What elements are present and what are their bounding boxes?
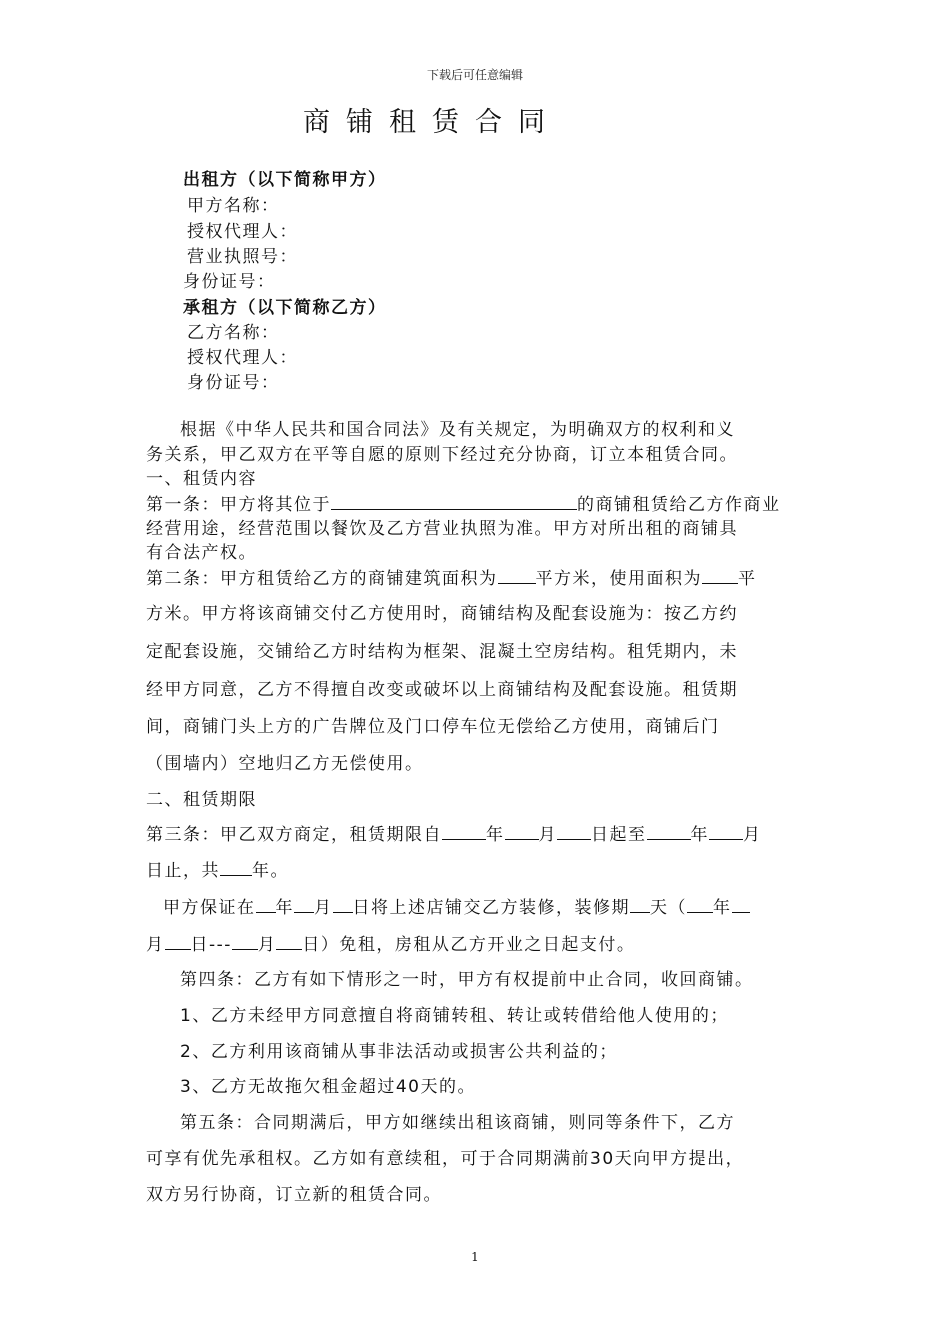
article-2-text: 第二条：甲方租赁给乙方的商铺建筑面积为 [146, 569, 498, 589]
delivery-text: 日）免租，房租从乙方开业之日起支付。 [302, 935, 636, 955]
delivery-clause [163, 895, 863, 920]
free-start-year-blank [687, 895, 713, 913]
end-year-blank [647, 822, 691, 840]
delivery-clause-line [146, 932, 846, 957]
article-1-line: 有合法产权。 [146, 543, 257, 563]
lessee-id-field: 身份证号： [187, 373, 280, 393]
month-label: 月 [314, 898, 333, 918]
lessee-agent-field: 授权代理人： [187, 348, 298, 368]
free-end-day-blank [276, 932, 302, 950]
usable-area-blank [702, 566, 738, 584]
article-2-text: 平 [738, 569, 757, 589]
article-5: 第五条：合同期满后，甲方如继续出租该商铺，则同等条件下，乙方 [180, 1113, 735, 1133]
article-2-line: （围墙内）空地归乙方无偿使用。 [146, 754, 424, 774]
lessor-id-field: 身份证号： [183, 272, 276, 292]
year-label: 年。 [252, 861, 289, 881]
start-year-blank [442, 822, 486, 840]
header-note: 下载后可任意编辑 [426, 68, 523, 82]
article-3-text: 第三条：甲乙双方商定，租赁期限自 [146, 825, 442, 845]
deliver-year-blank [256, 895, 276, 913]
renovation-days-blank [630, 895, 650, 913]
article-1-text: 第一条：甲方将其位于 [146, 495, 331, 515]
deliver-month-blank [294, 895, 314, 913]
article-5-line: 可享有优先承租权。乙方如有意续租，可于合同期满前30天向甲方提出， [146, 1149, 745, 1169]
article-3 [146, 822, 846, 847]
deliver-day-blank [333, 895, 353, 913]
article-2-line: 经甲方同意，乙方不得擅自改变或破坏以上商铺结构及配套设施。租赁期 [146, 680, 738, 700]
free-start-day-blank [165, 932, 191, 950]
lessor-heading: 出租方（以下简称甲方） [183, 170, 387, 190]
contract-title: 商铺租赁合同 [303, 107, 561, 138]
year-label: 年 [275, 898, 294, 918]
lessee-heading: 承租方（以下简称乙方） [183, 298, 387, 318]
article-3-line [146, 858, 846, 883]
year-label: 年 [713, 898, 732, 918]
start-day-blank [557, 822, 591, 840]
article-2-line: 间，商铺门头上方的广告牌位及门口停车位无偿给乙方使用，商铺后门 [146, 717, 720, 737]
article-2 [146, 566, 846, 591]
end-month-blank [709, 822, 743, 840]
start-month-blank [505, 822, 539, 840]
article-5-line: 双方另行协商，订立新的租赁合同。 [146, 1185, 442, 1205]
article-2-line: 定配套设施，交铺给乙方时结构为框架、混凝土空房结构。租凭期内，未 [146, 642, 738, 662]
lessor-agent-field: 授权代理人： [187, 222, 298, 242]
preamble-line: 根据《中华人民共和国合同法》及有关规定，为明确双方的权利和义 [180, 420, 735, 440]
month-label: 月 [257, 935, 277, 955]
year-label: 年 [486, 825, 505, 845]
article-1-text: 的商铺租赁给乙方作商业 [577, 495, 781, 515]
article-4-item: 1、乙方未经甲方同意擅自将商铺转租、转让或转借给他人使用的； [180, 1006, 729, 1026]
delivery-text: 日将上述店铺交乙方装修，装修期 [352, 898, 630, 918]
month-label: 月 [538, 825, 557, 845]
month-label: 月 [743, 825, 762, 845]
article-1 [146, 492, 846, 517]
section-heading: 一、租赁内容 [146, 469, 257, 489]
section-heading: 二、租赁期限 [146, 790, 257, 810]
article-4-item: 3、乙方无故拖欠租金超过40天的。 [180, 1077, 476, 1097]
lessee-name-field: 乙方名称： [187, 323, 280, 343]
page-number: 1 [471, 1250, 479, 1264]
location-blank [331, 492, 577, 510]
free-start-month-blank [732, 895, 750, 913]
day-label: 日起至 [591, 825, 647, 845]
delivery-text: 甲方保证在 [163, 898, 256, 918]
article-2-line: 方米。甲方将该商铺交付乙方使用时，商铺结构及配套设施为：按乙方约 [146, 604, 738, 624]
total-years-blank [220, 858, 252, 876]
building-area-blank [498, 566, 536, 584]
article-3-text: 日止，共 [146, 861, 220, 881]
article-4-item: 2、乙方利用该商铺从事非法活动或损害公共利益的； [180, 1042, 618, 1062]
delivery-text: 日--- [190, 935, 232, 955]
article-4: 第四条：乙方有如下情形之一时，甲方有权提前中止合同，收回商铺。 [180, 970, 754, 990]
lessor-license-field: 营业执照号： [187, 247, 298, 267]
article-1-line: 经营用途，经营范围以餐饮及乙方营业执照为准。甲方对所出租的商铺具 [146, 519, 738, 539]
year-label: 年 [690, 825, 709, 845]
free-end-month-blank [232, 932, 258, 950]
preamble-line: 务关系，甲乙双方在平等自愿的原则下经过充分协商，订立本租赁合同。 [146, 445, 738, 465]
delivery-text: 天（ [650, 898, 687, 918]
month-label: 月 [146, 935, 165, 955]
article-2-text: 平方米，使用面积为 [535, 569, 702, 589]
lessor-name-field: 甲方名称： [187, 196, 280, 216]
